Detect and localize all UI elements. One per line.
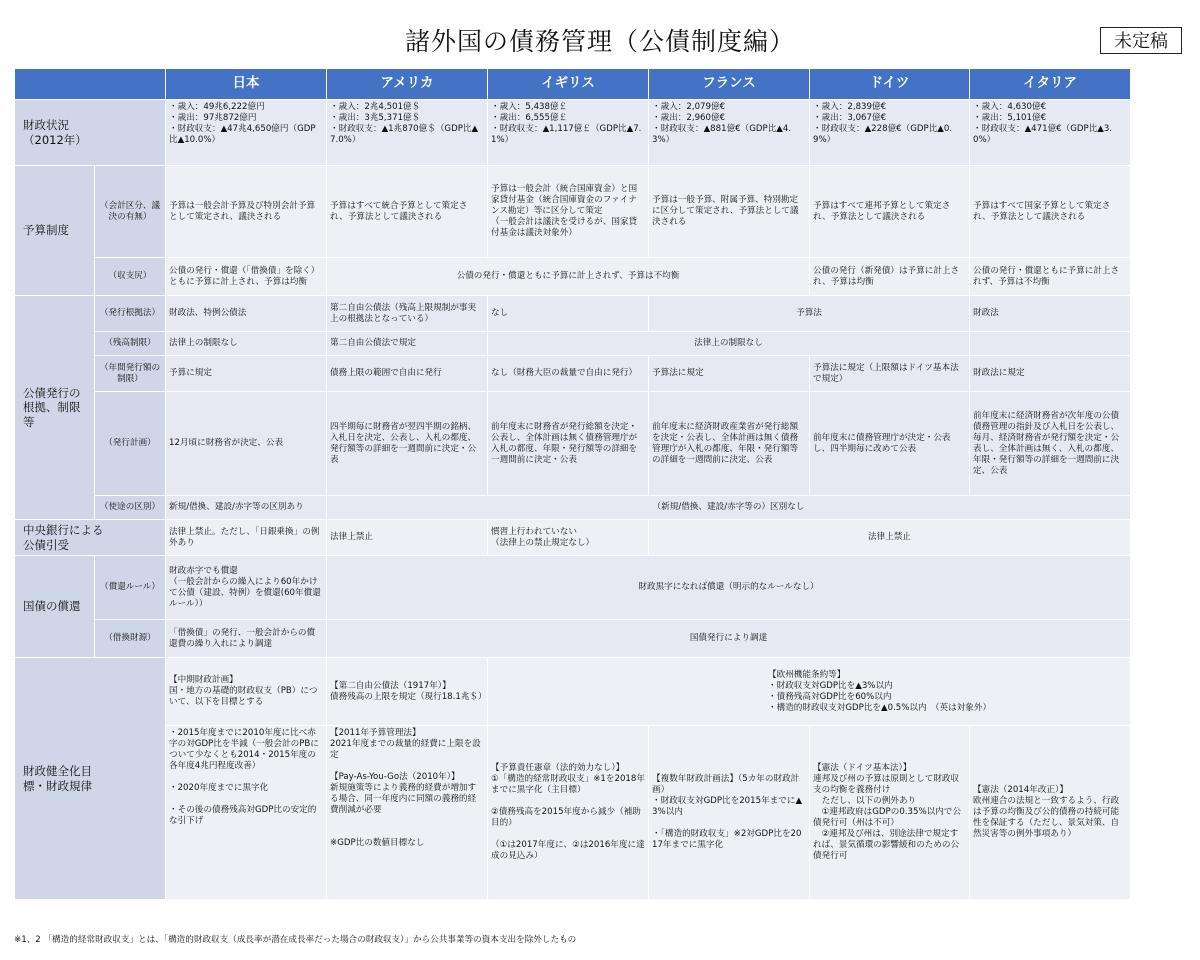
cell-iss3-uk: なし（財務大臣の裁量で自由に発行）: [488, 356, 649, 392]
cell-iss4-japan: 12月頃に財務省が決定、公表: [166, 392, 327, 496]
cell-rules2-france: 【複数年財政計画法】（5カ年の財政計画） ・財政収支対GDP比を2015年までに▲3%以内 ・「構造的財政収支」※2対GDP比を2017年までに黒字化: [649, 726, 810, 900]
cell-budget1-france: 予算は一般予算、附属予算、特別勘定に区分して策定され、予算法として議決される: [649, 166, 810, 258]
sub-issuance-1: （発行根拠法）: [95, 296, 166, 332]
sub-redemption-2: （借換財源）: [95, 620, 166, 658]
cell-budget1-usa: 予算はすべて統合予算として策定され、予算法として議決される: [327, 166, 488, 258]
row-issuance-4: [15, 392, 1131, 496]
cell-fiscal-france: ・歳入：2,079億€ ・歳出：2,960億€ ・財政収支：▲881億€（GDP比▲4.3%）: [649, 100, 810, 166]
cat-rules: 財政健全化目 標・財政規律: [15, 658, 166, 900]
cell-iss4-italy: 前年度末に経済財務省が次年度の公債債務管理の指針及び入札日を公表し、毎月、経済財務省が発行額を決定・公表し、全体計画は無く、入札の都度、年限・発行額等の詳細を一週間前に決定、公表: [970, 392, 1131, 496]
cell-fiscal-italy: ・歳入：4,630億€ ・歳出：5,101億€ ・財政収支：▲471億€（GDP比▲3.0%）: [970, 100, 1131, 166]
header-germany: ドイツ: [810, 69, 970, 100]
cat-fiscal: 財政状況 （2012年）: [15, 100, 166, 166]
row-fiscal: [15, 100, 1131, 166]
cat-issuance: 公債発行の 根拠、制限等: [15, 296, 95, 520]
row-redemption-2: [15, 620, 1131, 658]
row-rules-2: [15, 726, 1131, 900]
cell-central-uk: 慣習上行われていない （法律上の禁止規定なし）: [488, 520, 649, 556]
footnote: ※1、2 「構造的経常財政収支」とは、「構造的財政収支（成長率が潜在成長率だった場合の財政収支）」から公共事業等の資本支出を除外したもの: [14, 935, 577, 945]
cell-rules2-usa: 【2011年予算管理法】 2021年度までの裁量的経費に上限を設定 【Pay-As-You-Go法（2010年）】 新規施策等により義務的経費が増加する場合、同一年度内に同額の義務的経費削減が必要 ※GDP比の数値目標なし: [327, 726, 488, 900]
row-issuance-3: [15, 356, 1131, 392]
cell-red2-rest: 国債発行により調達: [327, 620, 1131, 658]
page-title: 諸外国の債務管理（公債制度編）: [404, 27, 795, 56]
sub-issuance-5: （使途の区別）: [95, 496, 166, 520]
cell-rules1-japan: 【中期財政計画】 国・地方の基礎的財政収支（PB）について、以下を目標とする: [166, 658, 327, 726]
eu-line-3: ・構造的財政収支対GDP比を▲0.5%以内 （英は対象外）: [768, 702, 992, 713]
cell-budget1-germany: 予算はすべて連邦予算として策定され、予算法として議決される: [810, 166, 970, 258]
cell-iss3-germany: 予算法に規定（上限額はドイツ基本法で規定）: [810, 356, 970, 392]
cell-iss2-rest: 法律上の制限なし: [488, 332, 970, 356]
cell-rules1-usa: 【第二自由公債法（1917年）】 債務残高の上限を規定（現行18.1兆＄）: [327, 658, 488, 726]
cell-budget2-mid: 公債の発行・償還ともに予算に計上されず、予算は不均衡: [327, 258, 810, 296]
cell-central-usa: 法律上禁止: [327, 520, 488, 556]
cell-rules2-uk: 【予算責任憲章（法的効力なし）】 ①「構造的経常財政収支」※1を2018年までに黒字化（主目標） ②債務残高を2015年度から減少（補助目的） （①は2017年度に、②は2016年度に達成の見込み）: [488, 726, 649, 900]
cell-iss4-uk: 前年度末に財務省が発行総額を決定・公表し、全体計画は無く債務管理庁が入札の都度、年限・発行額等の詳細を一週間前に決定・公表: [488, 392, 649, 496]
row-budget-1: [15, 166, 1131, 258]
header-corner: [15, 69, 166, 100]
row-issuance-1: [15, 296, 1131, 332]
sub-redemption-1: （償還ルール）: [95, 556, 166, 620]
cell-iss3-usa: 債務上限の範囲で自由に発行: [327, 356, 488, 392]
header-usa: アメリカ: [327, 69, 488, 100]
sub-issuance-3: （年間発行額の制限）: [95, 356, 166, 392]
cell-rules2-germany: 【憲法（ドイツ基本法）】 連邦及び州の予算は原則として財政収支の均衡を義務付け ただし、以下の例外あり ①連邦政府はGDPの0.35%以内で公債発行可（州は不可） ②連邦及び州は、別途法律で規定すれば、景気循環の影響緩和のための公債発行可: [810, 726, 970, 900]
cell-iss2-japan: 法律上の制限なし: [166, 332, 327, 356]
cell-fiscal-germany: ・歳入：2,839億€ ・歳出：3,067億€ ・財政収支：▲228億€（GDP比▲0.9%）: [810, 100, 970, 166]
sub-issuance-4: （発行計画）: [95, 392, 166, 496]
cat-redemption: 国債の償還: [15, 556, 95, 658]
cell-central-japan: 法律上禁止。ただし、「日銀乗換」の例外あり: [166, 520, 327, 556]
draft-badge: 未定稿: [1100, 27, 1182, 54]
cell-budget1-italy: 予算はすべて国家予算として策定され、予算法として議決される: [970, 166, 1131, 258]
cell-iss1-uk: なし: [488, 296, 649, 332]
cell-iss3-japan: 予算に規定: [166, 356, 327, 392]
header-uk: イギリス: [488, 69, 649, 100]
row-issuance-2: [15, 332, 1131, 356]
cell-budget2-japan: 公債の発行・償還（「借換債」を除く）ともに予算に計上され、予算は均衡: [166, 258, 327, 296]
row-rules-1: [15, 658, 1131, 726]
cell-rules1-eu: [488, 658, 1131, 726]
cell-iss4-germany: 前年度末に債務管理庁が決定・公表し、四半期毎に改めて公表: [810, 392, 970, 496]
cell-budget1-uk: 予算は一般会計（統合国庫資金）と国家貸付基金（統合国庫資金のファイナンス勘定）等に区分して策定 （一般会計は議決を受けるが、国家貸付基金は議決対象外）: [488, 166, 649, 258]
header-france: フランス: [649, 69, 810, 100]
cell-iss1-italy: 財政法: [970, 296, 1131, 332]
cell-iss2-usa: 第二自由公債法で規定: [327, 332, 488, 356]
cell-rules2-japan: ・2015年度までに2010年度に比べ赤字の対GDP比を半減（一般会計のPBについて少なくとも2014・2015年度の各年度4兆円程度改善） ・2020年度までに黒字化 ・その後の債務残高対GDP比の安定的な引下げ: [166, 726, 327, 900]
cell-fiscal-japan: ・歳入：49兆6,222億円 ・歳出：97兆872億円 ・財政収支：▲47兆4,650億円（GDP比▲10.0%）: [166, 100, 327, 166]
cell-iss3-italy: 財政法に規定: [970, 356, 1131, 392]
cell-rules2-italy: 【憲法（2014年改正）】 欧州連合の法規と一致するよう、行政は予算の均衡及び公的債務の持続可能性を保証する（ただし、景気対策、自然災害等の例外事項あり）: [970, 726, 1131, 900]
comparison-table: [14, 68, 1131, 900]
row-redemption-1: [15, 556, 1131, 620]
cell-iss5-rest: （新規/借換、建設/赤字等の）区別なし: [327, 496, 1131, 520]
eu-line-1: ・財政収支対GDP比を▲3%以内: [768, 680, 893, 691]
cell-fiscal-uk: ・歳入：5,438億￡ ・歳出：6,555億￡ ・財政収支：▲1,117億￡（GDP比▲7.1%）: [488, 100, 649, 166]
header-japan: 日本: [166, 69, 327, 100]
sub-issuance-2: （残高制限）: [95, 332, 166, 356]
sub-budget-2: （収支尻）: [95, 258, 166, 296]
cell-iss1-usa: 第二自由公債法（残高上限規制が事実上の根拠法となっている）: [327, 296, 488, 332]
cell-iss3-france: 予算法に規定: [649, 356, 810, 392]
cell-red1-rest: 財政黒字になれば償還（明示的なルールなし）: [327, 556, 1131, 620]
cell-iss1-mid: 予算法: [649, 296, 970, 332]
cell-red2-japan: 「借換債」の発行、一般会計からの償還費の繰り入れにより調達: [166, 620, 327, 658]
sub-budget-1: （会計区分、議決の有無）: [95, 166, 166, 258]
cell-iss4-usa: 四半期毎に財務省が翌四半期の銘柄、入札日を決定、公表し、入札の都度、発行額等の詳細を一週間前に決定・公表: [327, 392, 488, 496]
eu-title: 【欧州機能条約等】: [768, 669, 846, 680]
cell-fiscal-usa: ・歳入：2兆4,501億＄ ・歳出：3兆5,371億＄ ・財政収支：▲1兆870億＄（GDP比▲7.0%）: [327, 100, 488, 166]
cell-budget2-germany: 公債の発行（新発債）は予算に計上され、予算は均衡: [810, 258, 970, 296]
cat-central: 中央銀行による 公債引受: [15, 520, 166, 556]
cell-iss4-france: 前年度末に経済財政産業省が発行総額を決定・公表し、全体計画は無く債務管理庁が入札の都度、年限・発行額等の詳細を一週間前に決定、公表: [649, 392, 810, 496]
header-row: [15, 69, 1131, 100]
cell-budget1-japan: 予算は一般会計予算及び特別会計予算として策定され、議決される: [166, 166, 327, 258]
row-budget-2: [15, 258, 1131, 296]
row-issuance-5: [15, 496, 1131, 520]
cell-iss1-japan: 財政法、特例公債法: [166, 296, 327, 332]
cell-red1-japan: 財政赤字でも償還 （一般会計からの繰入により60年かけて公債（建設、特例）を償還(60年償還ルール））: [166, 556, 327, 620]
eu-line-2: ・債務残高対GDP比を60%以内: [768, 691, 892, 702]
row-central: [15, 520, 1131, 556]
header-italy: イタリア: [970, 69, 1131, 100]
cell-central-rest: 法律上禁止: [649, 520, 1131, 556]
cell-iss5-japan: 新規/借換、建設/赤字等の区別あり: [166, 496, 327, 520]
cell-iss2-italy: [970, 332, 1131, 356]
cat-budget: 予算制度: [15, 166, 95, 296]
cell-budget2-italy: 公債の発行・償還ともに予算に計上されず、予算は不均衡: [970, 258, 1131, 296]
